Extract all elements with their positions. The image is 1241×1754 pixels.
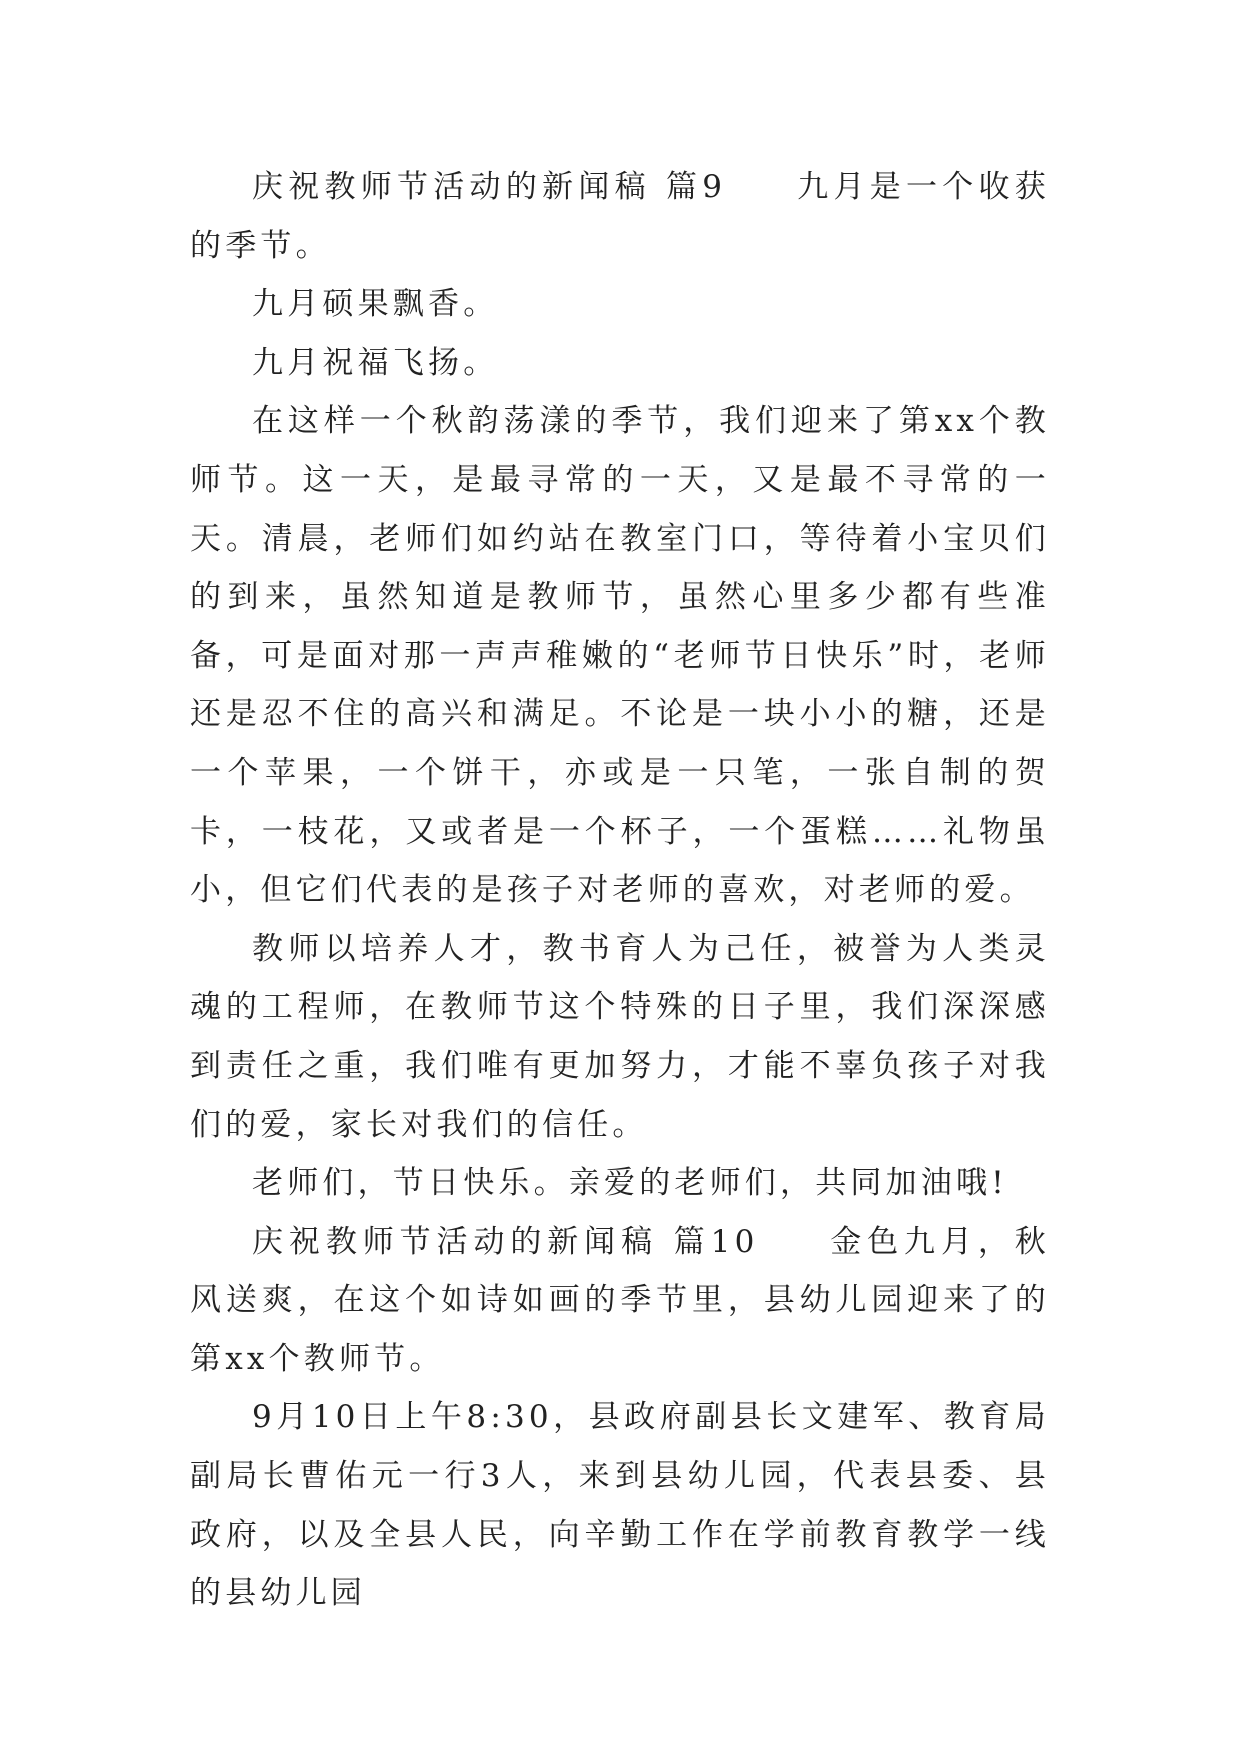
paragraph-text: 老师们，节日快乐。亲爱的老师们，共同加油哦! — [252, 1165, 1008, 1202]
paragraph — [190, 275, 1050, 334]
paragraph-text: 教师以培养人才，教书育人为己任，被誉为人类灵魂的工程师，在教师节这个特殊的日子里，我们深深感到责任之重，我们唯有更加努力，才能不辜负孩子对我们的爱，家长对我们的信任。 — [190, 930, 1050, 1143]
article-heading: 庆祝教师节活动的新闻稿 篇10 — [252, 1223, 759, 1260]
paragraph-text: 九月是一个收获的季节。 — [190, 169, 1050, 264]
document-body — [190, 158, 1050, 1623]
paragraph-text: 九月祝福飞扬。 — [252, 344, 499, 381]
paragraph — [190, 920, 1050, 1154]
paragraph-text: 在这样一个秋韵荡漾的季节，我们迎来了第xx个教师节。这一天，是最寻常的一天，又是最不寻常的一天。清晨，老师们如约站在教室门口，等待着小宝贝们的到来，虽然知道是教师节，虽然心里多少都有些准备，可是面对那一声声稚嫩的“老师节日快乐”时，老师还是忍不住的高兴和满足。不论是一块小小的糖，还是一个苹果，一个饼干，亦或是一只笔，一张自制的贺卡，一枝花，又或者是一个杯子，一个蛋糕……礼物虽小，但它们代表的是孩子对老师的喜欢，对老师的爱。 — [190, 403, 1050, 909]
paragraph — [190, 1154, 1050, 1213]
paragraph-article-10-intro — [190, 1213, 1050, 1389]
paragraph — [190, 334, 1050, 393]
paragraph-text: 9月10日上午8:30，县政府副县长文建军、教育局副局长曹佑元一行3人，来到县幼儿园，代表县委、县政府，以及全县人民，向辛勤工作在学前教育教学一线的县幼儿园 — [190, 1399, 1050, 1612]
paragraph — [190, 1388, 1050, 1622]
paragraph-article-9-intro — [190, 158, 1050, 275]
paragraph — [190, 392, 1050, 919]
paragraph-text: 金色九月，秋风送爽，在这个如诗如画的季节里，县幼儿园迎来了的第xx个教师节。 — [190, 1223, 1050, 1377]
paragraph-text: 九月硕果飘香。 — [252, 286, 499, 323]
article-heading: 庆祝教师节活动的新闻稿 篇9 — [252, 169, 727, 205]
